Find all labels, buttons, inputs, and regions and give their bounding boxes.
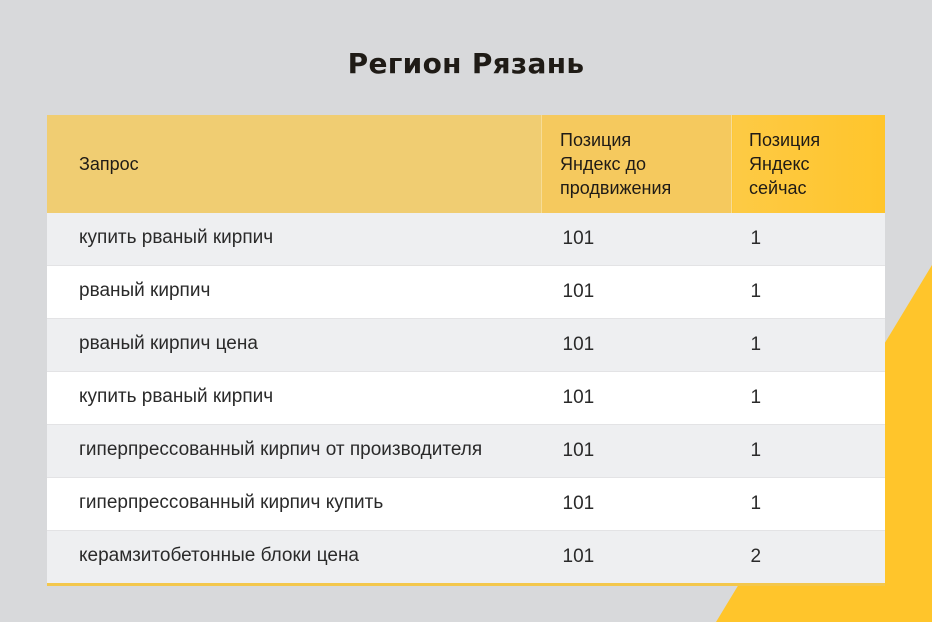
cell-position-now: 1: [732, 213, 886, 266]
table-row: [47, 531, 885, 585]
results-table: [47, 115, 885, 586]
table-header-row: [47, 115, 885, 213]
cell-position-now: 1: [732, 478, 886, 531]
cell-position-before: 101: [542, 319, 732, 372]
header-position-now: [732, 115, 886, 213]
cell-position-now: 1: [732, 425, 886, 478]
header-before-line1: Позиция: [560, 130, 632, 150]
header-now-line2: Яндекс: [749, 154, 810, 174]
cell-position-now: 1: [732, 319, 886, 372]
page-title: Регион Рязань: [347, 47, 585, 80]
table-row: [47, 425, 885, 478]
cell-query: рваный кирпич: [47, 266, 542, 319]
cell-query: купить рваный кирпич: [47, 213, 542, 266]
table-row: [47, 213, 885, 266]
cell-position-before: 101: [542, 425, 732, 478]
cell-query: керамзитобетонные блоки цена: [47, 531, 542, 585]
cell-query: рваный кирпич цена: [47, 319, 542, 372]
cell-position-before: 101: [542, 266, 732, 319]
cell-position-now: 1: [732, 372, 886, 425]
header-query-label: Запрос: [79, 154, 139, 174]
cell-position-now: 2: [732, 531, 886, 585]
cell-query: гиперпрессованный кирпич купить: [47, 478, 542, 531]
cell-position-before: 101: [542, 531, 732, 585]
table-row: [47, 266, 885, 319]
header-now-line1: Позиция: [749, 130, 821, 150]
table-row: [47, 372, 885, 425]
cell-query: купить рваный кирпич: [47, 372, 542, 425]
header-before-line3: продвижения: [560, 178, 672, 198]
cell-position-before: 101: [542, 372, 732, 425]
cell-position-before: 101: [542, 213, 732, 266]
table-row: [47, 478, 885, 531]
cell-position-before: 101: [542, 478, 732, 531]
cell-position-now: 1: [732, 266, 886, 319]
header-now-line3: сейчас: [749, 178, 807, 198]
cell-query: гиперпрессованный кирпич от производителя: [47, 425, 542, 478]
header-before-line2: Яндекс до: [560, 154, 647, 174]
header-position-before: [542, 115, 732, 213]
table-row: [47, 319, 885, 372]
header-query: [47, 115, 542, 213]
